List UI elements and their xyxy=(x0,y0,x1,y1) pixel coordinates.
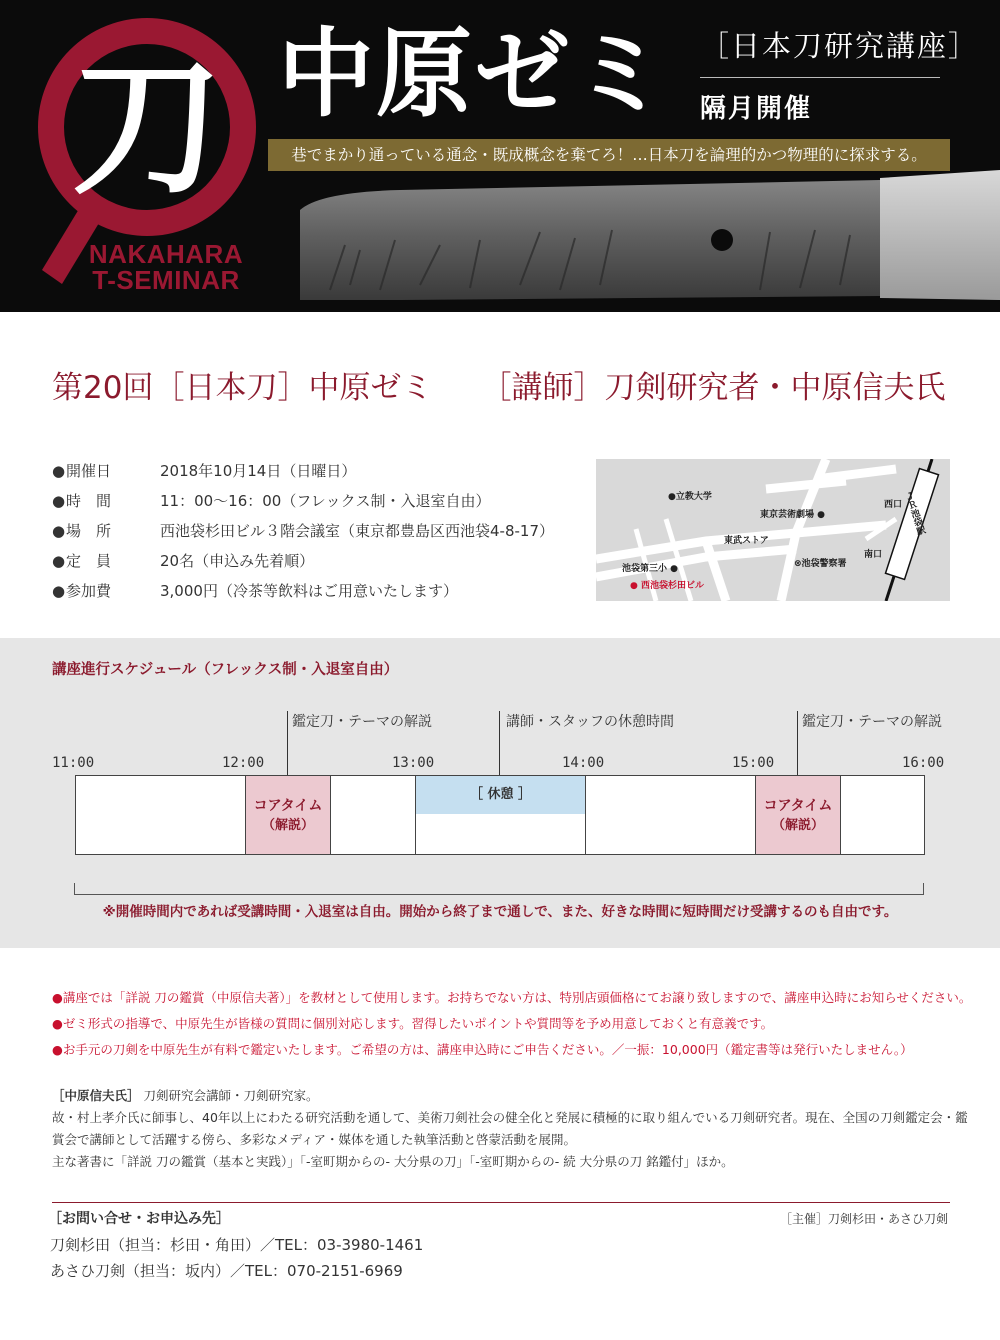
info-label: 定 員 xyxy=(66,552,112,570)
logo-text-nakahara: NAKAHARA xyxy=(88,239,244,269)
info-value: 11：00〜16：00（フレックス制・入退室自由） xyxy=(160,492,491,510)
bullet-icon: ● xyxy=(52,492,66,510)
core-time-label: コアタイム xyxy=(763,798,833,814)
header-banner xyxy=(0,0,1000,312)
core-time-sub: （解説） xyxy=(261,818,314,833)
info-value: 20名（申込み先着順） xyxy=(160,552,315,570)
info-label: 参加費 xyxy=(66,582,112,600)
info-row-fee xyxy=(52,576,592,606)
bullet-icon: ● xyxy=(52,552,66,570)
contact-line-sugita: 刀剣杉田（担当：杉田・角田）／TEL：03-3980-1461 xyxy=(50,1236,424,1254)
break-segment xyxy=(415,776,585,854)
bullet-icon: ● xyxy=(52,462,66,480)
contact-heading: ［お問い合せ・お申込み先］ xyxy=(48,1211,230,1227)
core-time-block-1 xyxy=(245,776,330,854)
event-title-session: 第20回［日本刀］中原ゼミ xyxy=(52,370,433,406)
callout-break: 講師・スタッフの休憩時間 xyxy=(506,714,674,730)
page-title: 中原ゼミ xyxy=(278,18,670,130)
time-label: 16:00 xyxy=(902,755,945,771)
time-label: 12:00 xyxy=(222,755,265,771)
lecturer-bio xyxy=(52,1085,972,1173)
timeline-segment xyxy=(585,776,755,854)
schedule-title: 講座進行スケジュール（フレックス制・入退室自由） xyxy=(52,662,399,678)
map-label-rikkyo: ●立教大学 xyxy=(668,492,712,502)
callout-core-1: 鑑定刀・テーマの解説 xyxy=(292,714,432,730)
event-title-lecturer: ［講師］刀剣研究者・中原信夫氏 xyxy=(480,370,946,406)
bio-text: 故・村上孝介氏に師事し、40年以上にわたる研究活動を通して、美術刀剣社会の健全化と発展に積極的に取り組んでいる刀剣研究者。現在、全国の刀剣鑑定会・鑑 xyxy=(52,1110,968,1125)
note-item: ●講座では「詳説 刀の鑑賞（中原信夫著）」を教材として使用します。お持ちでない方は、特別店頭価格にてお譲り致しますので、講座申込時にお知らせください。 xyxy=(52,990,972,1005)
bio-text: 賞会で講師として活躍する傍ら、多彩なメディア・媒体を通した執筆活動と啓蒙活動を展開。 xyxy=(52,1132,577,1147)
frequency-label: 隔月開催 xyxy=(700,94,813,124)
time-label: 11:00 xyxy=(52,755,95,771)
schedule-timeline xyxy=(75,775,925,855)
info-value: 2018年10月14日（日曜日） xyxy=(160,462,357,480)
event-title xyxy=(52,366,945,410)
page-subtitle: ［日本刀研究講座］ xyxy=(700,29,980,63)
lecturer-name: ［中原信夫氏］ xyxy=(52,1088,140,1103)
map-label-tobu: 東武ストア xyxy=(724,536,769,546)
bio-text: 主な著書に「詳説 刀の鑑賞（基本と実践）」「-室町期からの- 大分県の刀」「-室町期からの- 続 大分県の刀 銘鑑付」ほか。 xyxy=(52,1154,734,1169)
bullet-icon: ● xyxy=(52,522,66,540)
access-map xyxy=(596,459,950,601)
lecturer-role: 刀剣研究会講師・刀剣研究家。 xyxy=(143,1088,319,1103)
map-label-jr: ＪＲ池袋駅 xyxy=(902,490,926,537)
schedule-bracket xyxy=(74,883,924,895)
info-row-capacity xyxy=(52,546,592,576)
info-row-date xyxy=(52,456,592,486)
schedule-section xyxy=(0,638,1000,948)
break-block: ［ 休憩 ］ xyxy=(416,776,585,814)
info-label: 場 所 xyxy=(66,522,112,540)
core-time-sub: （解説） xyxy=(771,818,824,833)
timeline-segment xyxy=(840,776,924,854)
timeline-segment xyxy=(330,776,415,854)
bullet-icon: ● xyxy=(52,582,66,600)
info-value: 西池袋杉田ビル３階会議室（東京都豊島区西池袋4-8-17） xyxy=(160,522,555,540)
event-info-list xyxy=(52,456,592,606)
callout-core-2: 鑑定刀・テーマの解説 xyxy=(802,714,942,730)
contact-line-asahi: あさひ刀剣（担当：坂内）／TEL：070-2151-6969 xyxy=(50,1262,403,1280)
info-row-place xyxy=(52,516,592,546)
map-label-police: ⊗池袋警察署 xyxy=(794,559,847,569)
time-label: 15:00 xyxy=(732,755,775,771)
map-label-nishiguchi: 西口 xyxy=(884,500,903,510)
time-label: 13:00 xyxy=(392,755,435,771)
subtitle-divider xyxy=(700,77,940,78)
tagline-banner: 巷でまかり通っている通念・既成概念を棄てろ！…日本刀を論理的かつ物理的に探求する。 xyxy=(268,139,950,171)
map-label-ikebukuro3: 池袋第三小 ● xyxy=(622,564,678,574)
map-label-geijutsu: 東京芸術劇場 ● xyxy=(760,510,825,520)
organizer-label: ［主催］刀剣杉田・あさひ刀剣 xyxy=(779,1212,948,1226)
info-label: 時 間 xyxy=(66,492,112,510)
info-value: 3,000円（冷茶等飲料はご用意いたします） xyxy=(160,582,458,600)
map-label-venue: ● 西池袋杉田ビル xyxy=(630,581,704,591)
contact-divider xyxy=(52,1202,950,1203)
logo-text-t-seminar: T-SEMINAR xyxy=(92,265,240,295)
schedule-note: ※開催時間内であれば受講時間・入退室は自由。開始から終了まで通しで、また、好きな時間に短時間だけ受講するのも自由です。 xyxy=(102,904,898,920)
info-row-time xyxy=(52,486,592,516)
notes-list xyxy=(52,985,972,1063)
logo-glyph: 刀 xyxy=(71,42,223,216)
time-label: 14:00 xyxy=(562,755,605,771)
info-label: 開催日 xyxy=(66,462,112,480)
core-time-block-2 xyxy=(755,776,840,854)
note-item: ●ゼミ形式の指導で、中原先生が皆様の質問に個別対応します。習得したいポイントや質問等を予め用意しておくと有意義です。 xyxy=(52,1016,774,1031)
map-label-minamiguchi: 南口 xyxy=(864,550,883,560)
core-time-label: コアタイム xyxy=(253,798,323,814)
note-item: ●お手元の刀剣を中原先生が有料で鑑定いたします。ご希望の方は、講座申込時にご申告ください。／一振：10,000円（鑑定書等は発行いたしません。） xyxy=(52,1042,913,1057)
